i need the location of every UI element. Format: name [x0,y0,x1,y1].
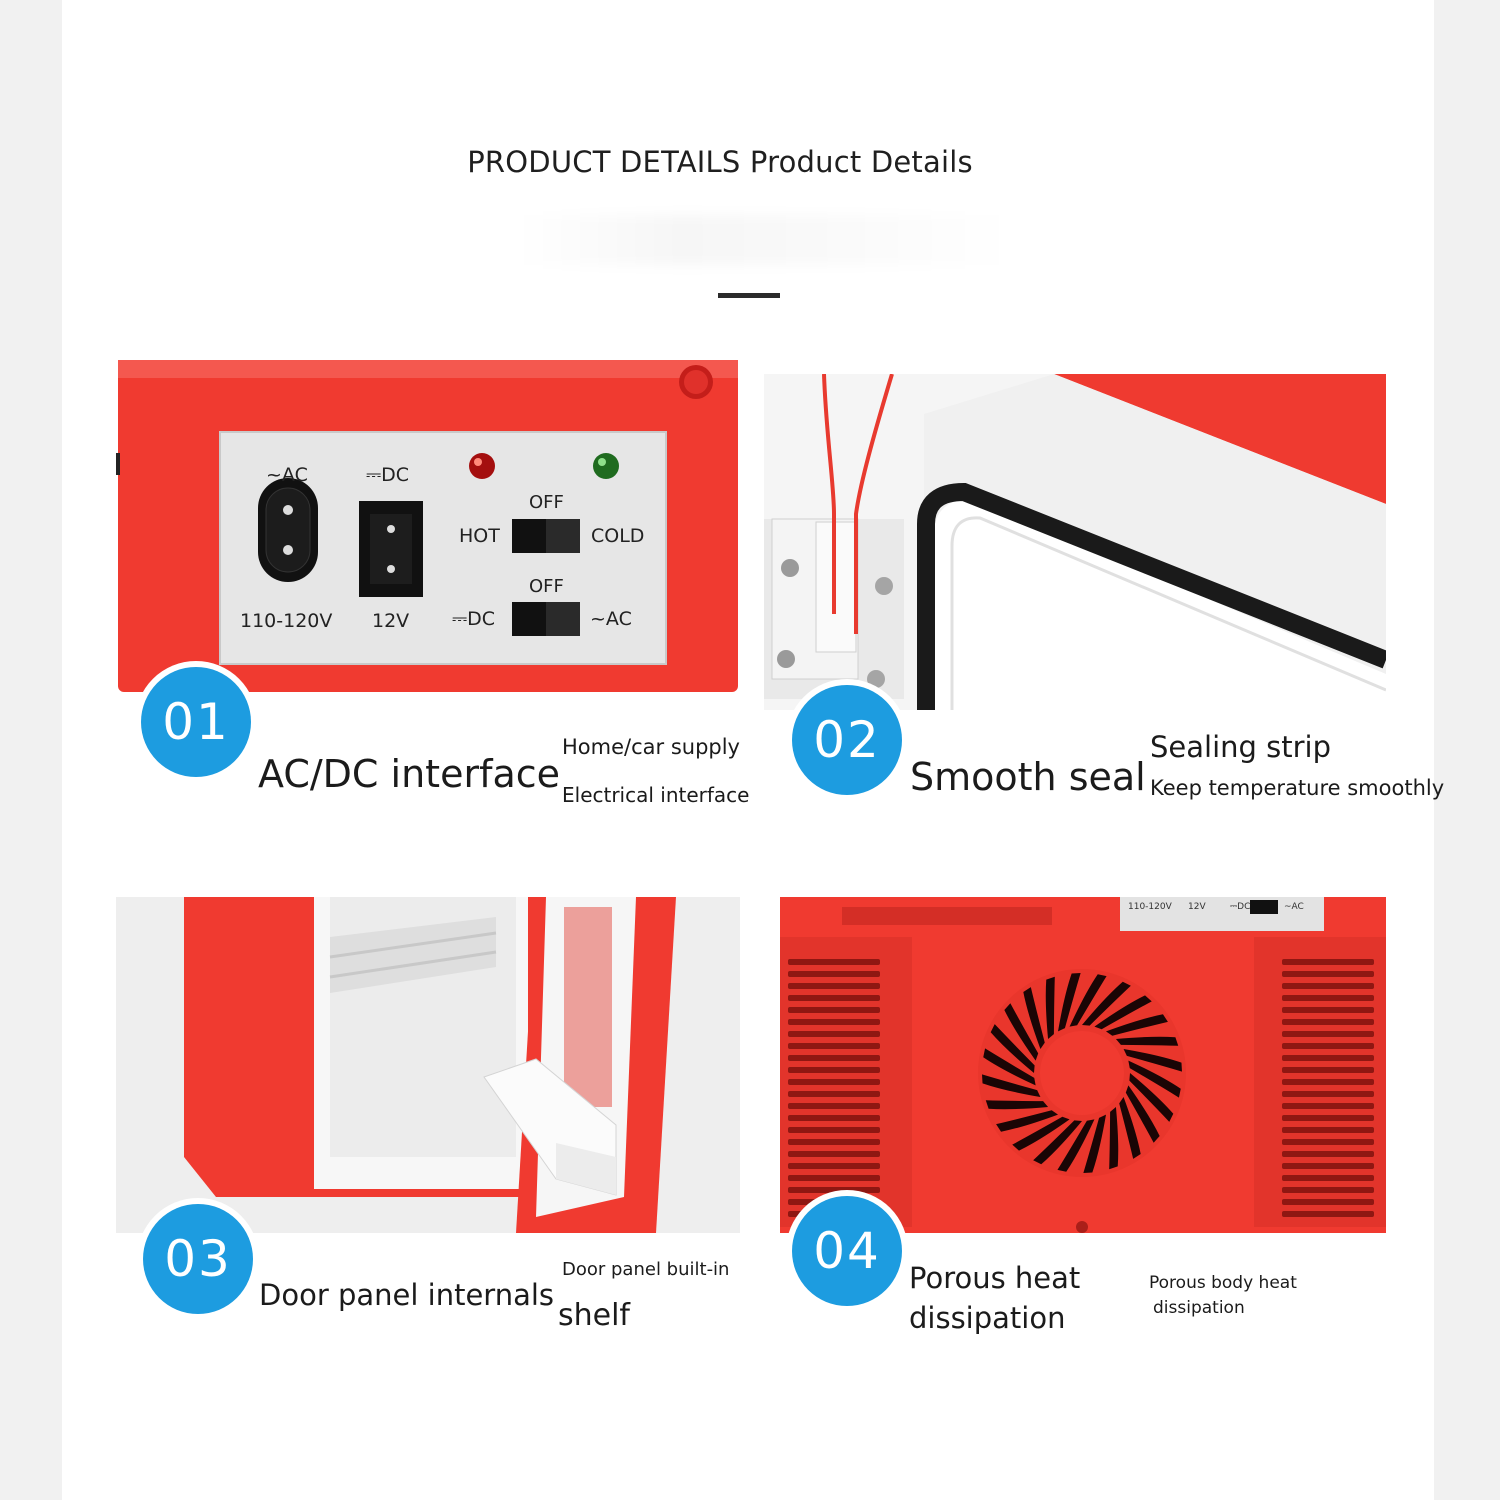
feature-desc-03-line1: Door panel built-in [562,1259,730,1280]
vent-slot [1282,983,1374,989]
vent-slot [788,1031,880,1037]
vent-slot [788,1115,880,1121]
door-seal-photo [764,374,1386,710]
feature-desc-02-line2: Keep temperature smoothly [1150,776,1445,800]
vent-slot [788,983,880,989]
mini-switch [1250,900,1278,914]
vent-slot [1282,1211,1374,1217]
faded-subtitle [515,215,1015,265]
feature-number-01: 01 [141,667,251,777]
door-interior-photo [116,897,740,1233]
vent-slot [1282,1127,1374,1133]
mini-ac-label: ~AC [1284,902,1304,912]
vent-slot [788,1091,880,1097]
mini-voltage-ac: 110-120V [1128,902,1172,912]
dc-switch-label: ⎓DC [452,608,496,630]
vent-slot [1282,1067,1374,1073]
vent-slot [1282,1163,1374,1169]
feature-number-03: 03 [143,1204,253,1314]
vent-slot [788,971,880,977]
vent-slot [1282,1091,1374,1097]
vent-slot [788,1127,880,1133]
vent-slot [1282,1043,1374,1049]
vent-slot [788,1007,880,1013]
vent-slot [1282,1139,1374,1145]
vent-slot [1282,1055,1374,1061]
vent-slot [1282,1007,1374,1013]
voltage-ac-label: 110-120V [240,610,333,632]
vent-slot [1282,971,1374,977]
mini-dc-label: ⎓DC [1230,902,1251,912]
vent-slot [1282,1031,1374,1037]
vent-slot [1282,1151,1374,1157]
vent-slot [788,1067,880,1073]
ac-switch-label: ~AC [590,608,632,630]
vent-slot [788,1019,880,1025]
feature-title-03: Door panel internals [259,1278,555,1312]
vent-slot [1282,1079,1374,1085]
vent-slot [788,995,880,1001]
vent-slot [788,1043,880,1049]
feature-desc-04-line1: Porous body heat [1149,1273,1297,1293]
feature-title-01: AC/DC interface [258,752,561,796]
vent-slot [1282,1175,1374,1181]
feature-desc-02-line1: Sealing strip [1150,730,1332,764]
vent-slot [1282,1103,1374,1109]
feature-desc-01-line2: Electrical interface [562,783,750,807]
feature-desc-01-line1: Home/car supply [562,735,740,759]
vent-slot [1282,1199,1374,1205]
vent-slot [1282,1115,1374,1121]
dc-socket-label: ⎓DC [366,464,410,486]
feature-number-04: 04 [792,1196,902,1306]
vent-slot [788,1151,880,1157]
off-label-bottom: OFF [529,576,564,597]
vent-slot [788,1079,880,1085]
page-title: PRODUCT DETAILS Product Details [467,145,973,179]
title-divider [718,293,780,298]
feature-title-02: Smooth seal [910,755,1146,799]
vent-slot [1282,959,1374,965]
mini-voltage-dc: 12V [1188,902,1206,912]
control-panel-photo [116,358,740,694]
cold-label: COLD [591,525,645,547]
vent-slot [1282,1187,1374,1193]
feature-title-04-line2: dissipation [909,1301,1066,1335]
vent-slot [788,1055,880,1061]
vent-slot [788,1175,880,1181]
feature-desc-03-line2: shelf [558,1298,630,1333]
off-label-top: OFF [529,492,564,513]
feature-desc-04-line2: dissipation [1153,1298,1245,1318]
feature-number-02: 02 [792,685,902,795]
vent-slot [1282,995,1374,1001]
feature-title-04-line1: Porous heat [909,1261,1081,1295]
vent-slot [788,1163,880,1169]
heat-vent-photo [764,897,1386,1233]
vent-slot [788,1139,880,1145]
vent-slot [788,1103,880,1109]
voltage-dc-label: 12V [372,610,410,632]
hot-label: HOT [459,525,500,547]
ac-socket-label: ~AC [266,464,308,486]
vent-slot [788,1187,880,1193]
vent-slot [788,959,880,965]
vent-slot [1282,1019,1374,1025]
